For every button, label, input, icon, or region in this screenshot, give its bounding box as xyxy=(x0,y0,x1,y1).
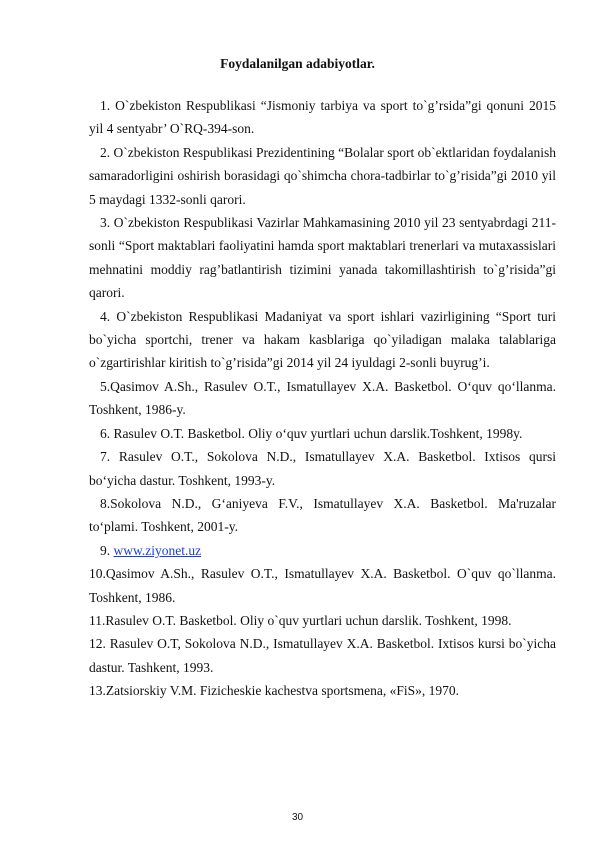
ziyonet-link[interactable]: www.ziyonet.uz xyxy=(113,542,202,558)
reference-item-2: 2. O`zbekiston Respublikasi Prezidentining “Bolalar sport ob`ektlaridan foydalanish samaradorligini oshirish borasidagi qo`shimcha chora-tadbirlar to`g’risida”gi 2010 yil 5 maydagi 1332-sonli qarori. xyxy=(89,144,556,207)
reference-item-9 xyxy=(89,539,556,562)
reference-item-6: 6. Rasulev O.T. Basketbol. Oliy o‘quv yurtlari uchun darslik.Toshkent, 1998y. xyxy=(100,425,523,441)
page-number: 30 xyxy=(291,812,304,823)
reference-item-8: 8.Sokolova N.D., G‘aniyeva F.V., Ismatullayev X.A. Basketbol. Ma'ruzalar to‘plami. Toshkent, 2001-y. xyxy=(89,495,556,535)
reference-item-12: 12. Rasulev O.T, Sokolova N.D., Ismatullayev X.A. Basketbol. Ixtisos kursi bo`yicha dastur. Tashkent, 1993. xyxy=(89,636,556,675)
reference-item-7: 7. Rasulev O.T., Sokolova N.D., Ismatullayev X.A. Basketbol. Ixtisos qursi bo‘yicha dastur. Toshkent, 1993-y. xyxy=(89,449,556,488)
reference-item-10: 10.Qasimov A.Sh., Rasulev O.T., Ismatullayev X.A. Basketbol. O`quv qo`llanma. Toshkent, 1986. xyxy=(89,566,556,605)
reference-item-5: 5.Qasimov A.Sh., Rasulev O.T., Ismatullayev X.A. Basketbol. O‘quv qo‘llanma. Toshkent, 1986-y. xyxy=(89,378,556,418)
page-title: Foydalanilgan adabiyotlar. xyxy=(220,56,375,71)
reference-item-11: 11.Rasulev O.T. Basketbol. Oliy o`quv yurtlari uchun darslik. Toshkent, 1998. xyxy=(89,612,512,628)
reference-item-1: 1. O`zbekiston Respublikasi “Jismoniy tarbiya va sport to`g’rsida”gi qonuni 2015 yil 4 sentyabr’ O`RQ-394-son. xyxy=(89,98,556,137)
reference-item-3: 3. O`zbekiston Respublikasi Vazirlar Mahkamasining 2010 yil 23 sentyabrdagi 211-sonli “Sport maktablari faoliyatini hamda sport maktablari trenerlari va mutaxassislari mehnatini moddiy rag’batlantirish tizimini yanada takomillashtirish to`g’risida”gi qarori. xyxy=(89,215,556,301)
reference-list xyxy=(89,94,556,703)
reference-item-4: 4. O`zbekiston Respublikasi Madaniyat va sport ishlari vazirligining “Sport turi bo`yicha sportchi, trener va hakam kasblariga qo`yiladigan malaka talablariga o`zgartirishlar kiritish to`g’risida”gi 2014 yil 24 iyuldagi 2-sonli buyrug’i. xyxy=(89,308,556,371)
reference-number-9: 9. xyxy=(100,542,114,558)
reference-item-13: 13.Zatsiorskiy V.M. Fizicheskie kachestva sportsmena, «FiS», 1970. xyxy=(89,683,459,699)
